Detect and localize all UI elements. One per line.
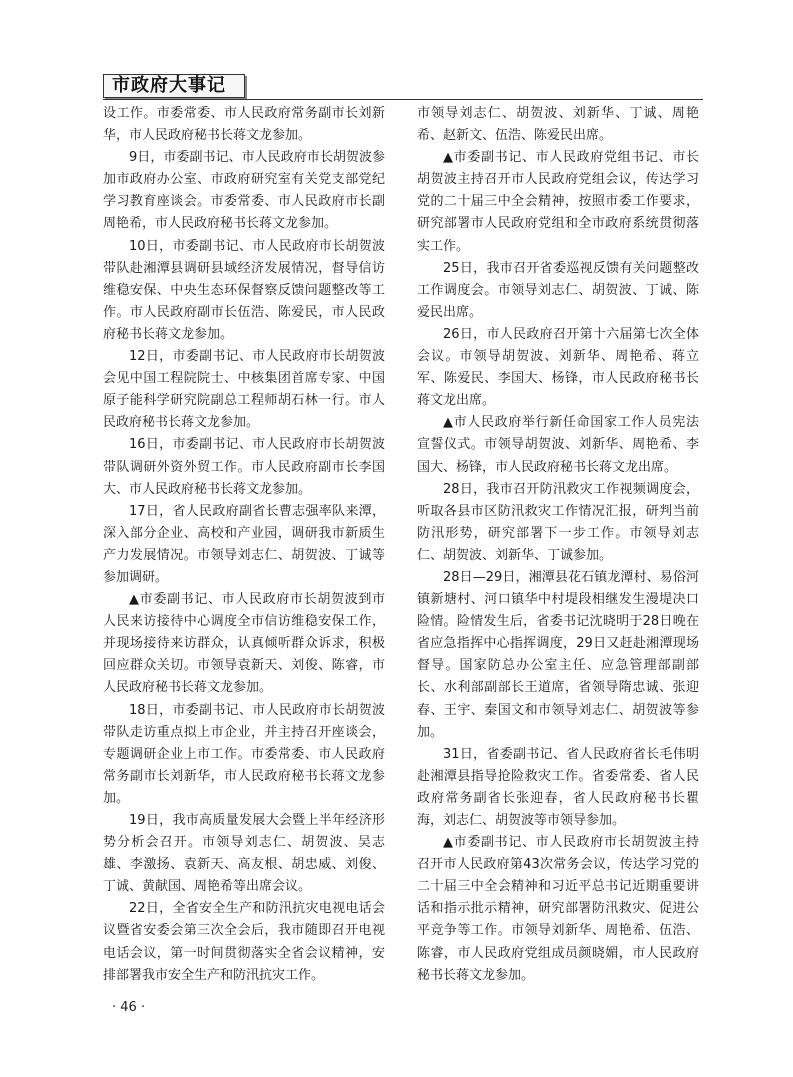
right-column [417, 103, 699, 987]
paragraph: ▲市人民政府举行新任命国家工作人员宪法宣誓仪式。市领导胡贺波、刘新华、周艳希、李国大、杨锋，市人民政府秘书长蒋文龙出席。 [417, 415, 699, 475]
paragraph: 9日，市委副书记、市人民政府市长胡贺波参加市政府办公室、市政府研究室有关党支部党纪学习教育座谈会。市委常委、市人民政府市长副周艳希，市人民政府秘书长蒋文龙参加。 [103, 150, 385, 232]
header-rule [103, 99, 703, 100]
paragraph: 31日，省委副书记、省人民政府省长毛伟明赴湘潭县指导抢险救灾工作。省委常委、省人民政府常务副省长张迎春，省人民政府秘书长瞿海，刘志仁、胡贺波等市领导参加。 [417, 746, 699, 828]
page-header [103, 72, 703, 100]
paragraph: 17日，省人民政府副省长曹志强率队来潭，深入部分企业、高校和产业园，调研我市新质生产力发展情况。市领导刘志仁、胡贺波、丁诚等参加调研。 [103, 503, 385, 585]
paragraph: 28日—29日，湘潭县花石镇龙潭村、易俗河镇新塘村、河口镇华中村堤段相继发生漫堤决口险情。险情发生后，省委书记沈晓明于28日晚在省应急指挥中心指挥调度，29日又赶赴湘潭现场督导。国家防总办公室主任、应急管理部副部长、水利部副部长王道席，省领导隋忠诚、张迎春、王宇、秦国文和市领导刘志仁、胡贺波等参加。 [417, 569, 699, 740]
paragraph: 10日，市委副书记、市人民政府市长胡贺波带队赴湘潭县调研县域经济发展情况，督导信访维稳安保、中央生态环保督察反馈问题整改等工作。市人民政府副市长伍浩、陈爱民，市人民政府秘书长蒋文龙参加。 [103, 238, 385, 342]
paragraph: ▲市委副书记、市人民政府市长胡贺波主持召开市人民政府第43次常务会议，传达学习党的二十届三中全会精神和习近平总书记近期重要讲话和指示批示精神，研究部署防汛救灾、促进公平竞争等工作。市领导刘新华、周艳希、伍浩、陈睿，市人民政府党组成员颜晓媚，市人民政府秘书长蒋文龙参加。 [417, 835, 699, 983]
left-column [103, 103, 385, 987]
paragraph: 设工作。市委常委、市人民政府常务副市长刘新华，市人民政府秘书长蒋文龙参加。 [103, 106, 385, 144]
paragraph: 16日，市委副书记、市人民政府市长胡贺波带队调研外资外贸工作。市人民政府副市长李国大、市人民政府秘书长蒋文龙参加。 [103, 437, 385, 497]
paragraph: 12日，市委副书记、市人民政府市长胡贺波会见中国工程院院士、中核集团首席专家、中国原子能科学研究院副总工程师胡石林一行。市人民政府秘书长蒋文龙参加。 [103, 349, 385, 431]
paragraph: 19日，我市高质量发展大会暨上半年经济形势分析会召开。市领导刘志仁、胡贺波、吴志雄、李激扬、袁新天、高友根、胡忠威、刘俊、丁诚、黄献国、周艳希等出席会议。 [103, 813, 385, 895]
paragraph: 18日，市委副书记、市人民政府市长胡贺波带队走访重点拟上市企业，并主持召开座谈会，专题调研企业上市工作。市委常委、市人民政府常务副市长刘新华，市人民政府秘书长蒋文龙参加。 [103, 702, 385, 806]
section-title: 市政府大事记 [112, 75, 226, 96]
paragraph: 22日，全省安全生产和防汛抗灾电视电话会议暨省安委会第三次全会后，我市随即召开电视电话会议，第一时间贯彻落实全省会议精神，安排部署我市安全生产和防汛抗灾工作。 [103, 901, 385, 983]
paragraph: 25日，我市召开省委巡视反馈有关问题整改工作调度会。市领导刘志仁、胡贺波、丁诚、陈爱民出席。 [417, 260, 699, 320]
paragraph: 市领导刘志仁、胡贺波、刘新华、丁诚、周艳希、赵新文、伍浩、陈爱民出席。 [417, 106, 699, 144]
paragraph: ▲市委副书记、市人民政府党组书记、市长胡贺波主持召开市人民政府党组会议，传达学习党的二十届三中全会精神，按照市委工作要求，研究部署市人民政府党组和全市政府系统贯彻落实工作。 [417, 150, 699, 254]
page-number: · 46 · [112, 1000, 146, 1015]
paragraph: 26日，市人民政府召开第十六届第七次全体会议。市领导胡贺波、刘新华、周艳希、蒋立军、陈爱民、李国大、杨锋，市人民政府秘书长蒋文龙出席。 [417, 326, 699, 409]
section-title-box [103, 74, 245, 98]
paragraph: 28日，我市召开防汛救灾工作视频调度会，听取各县市区防汛救灾工作情况汇报，研判当前防汛形势，研究部署下一步工作。市领导刘志仁、胡贺波、刘新华、丁诚参加。 [417, 481, 699, 563]
paragraph: ▲市委副书记、市人民政府市长胡贺波到市人民来访接待中心调度全市信访维稳安保工作，并现场接待来访群众，认真倾听群众诉求，积极回应群众关切。市领导袁新天、刘俊、陈睿，市人民政府秘书长蒋文龙参加。 [103, 592, 385, 696]
